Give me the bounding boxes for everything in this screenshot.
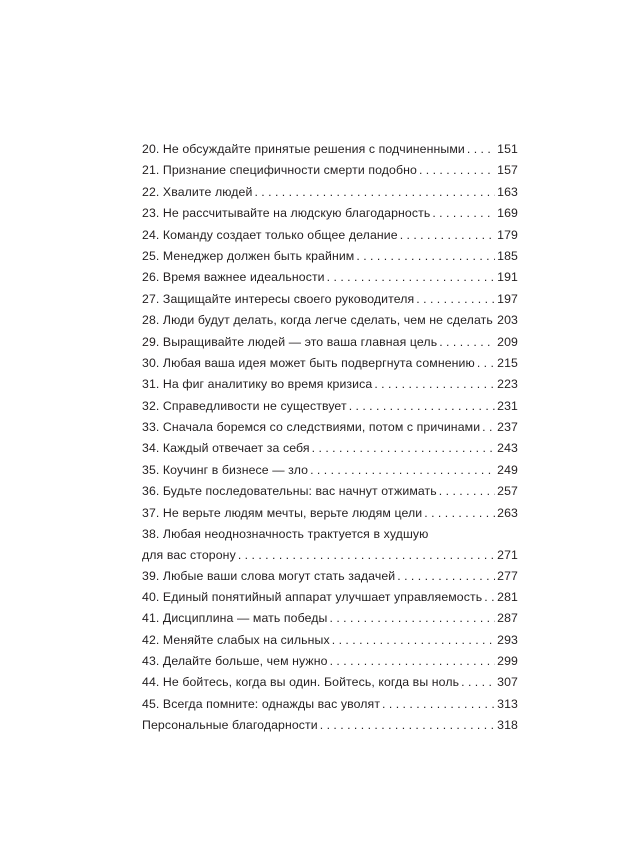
toc-entry-title: 29. Выращивайте людей — это ваша главная цель	[142, 334, 438, 349]
toc-entry-title: Персональные благодарности	[142, 718, 318, 733]
toc-entry-title: 36. Будьте последовательны: вас начнут отжимать	[142, 484, 437, 499]
toc-entry	[142, 524, 518, 566]
toc-entry-page: 299	[497, 654, 518, 669]
toc-entry	[142, 566, 518, 587]
toc-entry-page: 243	[497, 441, 518, 456]
toc-entry	[142, 715, 518, 736]
toc-entry-page: 209	[497, 334, 518, 349]
toc-entry	[142, 672, 518, 693]
toc-entry-title: 42. Меняйте слабых на сильных	[142, 632, 330, 647]
toc-entry-title: 21. Признание специфичности смерти подобно	[142, 163, 417, 178]
toc-entry-page: 169	[497, 206, 518, 221]
dot-leader	[320, 715, 495, 736]
toc-entry	[142, 608, 518, 629]
toc-entry	[142, 460, 518, 481]
toc-entry-title: 22. Хвалите людей	[142, 184, 253, 199]
dot-leader	[482, 417, 495, 438]
dot-leader	[424, 503, 495, 524]
dot-leader	[467, 139, 495, 160]
toc-entry	[142, 396, 518, 417]
toc-entry-page: 223	[497, 377, 518, 392]
toc-entry-page: 307	[497, 675, 518, 690]
toc-entry-page: 157	[497, 163, 518, 178]
toc-entry-page: 257	[497, 484, 518, 499]
dot-leader	[312, 438, 496, 459]
toc-entry-page: 287	[497, 611, 518, 626]
toc-entry-page: 281	[497, 589, 518, 604]
toc-entry	[142, 246, 518, 267]
toc-entry	[142, 353, 518, 374]
dot-leader	[310, 460, 495, 481]
toc-entry	[142, 587, 518, 608]
toc-entry	[142, 289, 518, 310]
toc-entry-title: 25. Менеджер должен быть крайним	[142, 248, 355, 263]
dot-leader	[330, 651, 496, 672]
dot-leader	[477, 353, 495, 374]
dot-leader	[382, 694, 495, 715]
toc-entry-title: 32. Справедливости не существует	[142, 398, 347, 413]
toc-entry-title: 23. Не рассчитывайте на людскую благодарность	[142, 206, 431, 221]
toc-entry-page: 318	[497, 718, 518, 733]
toc-entry-title: 38. Любая неоднозначность трактуется в худшую	[142, 527, 429, 542]
toc-entry-page: 249	[497, 462, 518, 477]
table-of-contents	[142, 139, 518, 737]
toc-entry-title: 34. Каждый отвечает за себя	[142, 441, 310, 456]
toc-entry-title: 35. Коучинг в бизнесе — зло	[142, 462, 309, 477]
toc-entry	[142, 182, 518, 203]
toc-entry	[142, 225, 518, 246]
dot-leader	[330, 608, 496, 629]
toc-entry	[142, 481, 518, 502]
toc-entry	[142, 332, 518, 353]
toc-entry-page: 263	[497, 505, 518, 520]
toc-entry-title: 44. Не бойтесь, когда вы один. Бойтесь, когда вы ноль	[142, 675, 460, 690]
toc-entry-title: 45. Всегда помните: однажды вас уволят	[142, 696, 381, 711]
toc-entry	[142, 267, 518, 288]
toc-entry-page: 277	[497, 568, 518, 583]
toc-entry-title-continued: для вас сторону	[142, 547, 236, 562]
toc-entry-title: 33. Сначала боремся со следствиями, потом с причинами	[142, 420, 481, 435]
toc-entry-title: 40. Единый понятийный аппарат улучшает управляемость	[142, 589, 483, 604]
toc-entry-page: 271	[497, 547, 518, 562]
toc-entry	[142, 630, 518, 651]
toc-entry	[142, 503, 518, 524]
dot-leader	[238, 545, 495, 566]
dot-leader	[356, 246, 495, 267]
dot-leader	[327, 267, 496, 288]
toc-entry	[142, 139, 518, 160]
toc-entry	[142, 203, 518, 224]
toc-entry	[142, 438, 518, 459]
toc-entry-title: 27. Защищайте интересы своего руководителя	[142, 291, 415, 306]
toc-entry-page: 203	[497, 313, 518, 328]
toc-entry-page: 215	[497, 355, 518, 370]
toc-entry	[142, 694, 518, 715]
toc-entry-page: 231	[497, 398, 518, 413]
dot-leader	[254, 182, 495, 203]
toc-entry-page: 185	[497, 248, 518, 263]
dot-leader	[461, 672, 495, 693]
toc-entry-title: 28. Люди будут делать, когда легче сделать, чем не сделать	[142, 313, 493, 328]
dot-leader	[439, 481, 495, 502]
toc-entry-title: 20. Не обсуждайте принятые решения с подчиненными	[142, 142, 465, 156]
toc-entry-page: 313	[497, 696, 518, 711]
toc-entry-title: 30. Любая ваша идея может быть подвергнута сомнению	[142, 355, 475, 370]
dot-leader	[484, 587, 495, 608]
dot-leader	[439, 332, 495, 353]
toc-entry-title: 43. Делайте больше, чем нужно	[142, 654, 328, 669]
toc-entry-page: 237	[497, 420, 518, 435]
toc-entry	[142, 417, 518, 438]
dot-leader	[397, 566, 495, 587]
dot-leader	[400, 225, 495, 246]
toc-entry-page: 197	[497, 291, 518, 306]
toc-entry-title: 37. Не верьте людям мечты, верьте людям цели	[142, 505, 423, 520]
dot-leader	[432, 203, 495, 224]
dot-leader	[332, 630, 495, 651]
toc-entry-page: 191	[497, 270, 518, 285]
dot-leader	[349, 396, 495, 417]
toc-entry-page: 151	[497, 142, 518, 156]
toc-entry	[142, 310, 518, 331]
dot-leader	[419, 160, 495, 181]
toc-entry-page: 163	[497, 184, 518, 199]
toc-entry-title: 24. Команду создает только общее делание	[142, 227, 398, 242]
dot-leader	[374, 374, 495, 395]
toc-entry	[142, 651, 518, 672]
toc-entry-title: 39. Любые ваши слова могут стать задачей	[142, 568, 396, 583]
toc-entry	[142, 160, 518, 181]
toc-entry-title: 31. На фиг аналитику во время кризиса	[142, 377, 373, 392]
toc-entry-page: 293	[497, 632, 518, 647]
toc-entry-title: 26. Время важнее идеальности	[142, 270, 325, 285]
dot-leader	[416, 289, 495, 310]
toc-entry	[142, 374, 518, 395]
toc-entry-page: 179	[497, 227, 518, 242]
toc-entry-title: 41. Дисциплина — мать победы	[142, 611, 328, 626]
